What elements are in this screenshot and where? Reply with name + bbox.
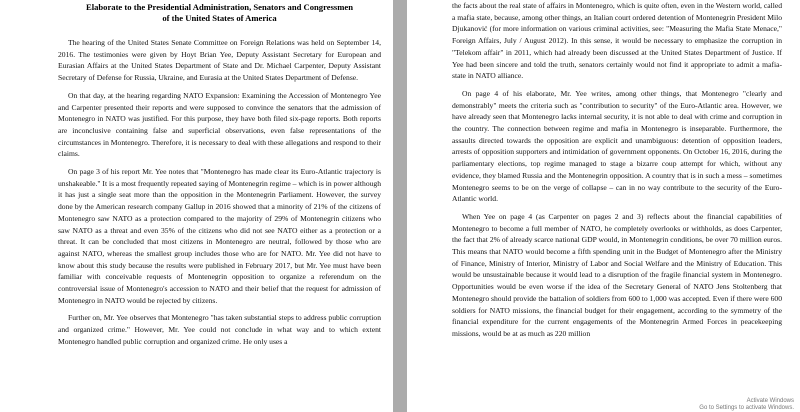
activate-windows-watermark <box>699 398 794 412</box>
watermark-line: Go to Settings to activate Windows. <box>699 405 794 411</box>
title-line: of the United States of America <box>162 13 277 23</box>
paragraph: The hearing of the United States Senate Committee on Foreign Relations was held on September 14, 2016. The testimonies were given by Hoyt Brian Yee, Deputy Assistant Secretary for European and Eurasian Affairs at the United States Department of State and Dr. Michael Carpenter, Deputy Assistant Secretary of Defense for Russia, Ukraine, and Eurasia at the United States Department of Defense. <box>58 38 381 83</box>
document-page-left <box>0 0 393 412</box>
paragraph: On page 3 of his report Mr. Yee notes that "Montenegro has made clear its Euro-Atlantic trajectory is unshakeable." It is a most frequently repeated saying of Montenegrin regime – which is in power although it has just a single seat more than the opposition in the Montenegrin Parliament. However, the survey done by the American research company Gallup in 2016 showed that a minority of 21% of the citizens of Montenegro saw NATO as a protection compared to the majority of 29% of Montenegrin citizens who saw NATO as a threat and even 35% of the citizens who did not see NATO either as a protection or a threat. It can be concluded that most citizens in Montenegro are neutral, followed by those who are against NATO, whereas the smallest group includes those who are for NATO. Mr. Yee did not have to know about this study because the results were published in February 2017, but Mr. Yee must have been familiar with conceivable requests of Montenegrin opposition to organize a referendum on the controversial issue of Montenegro's accession to NATO and their belief that the request for admission of Montenegro in NATO would be rejected by citizens. <box>58 167 382 305</box>
page-gutter <box>393 0 407 412</box>
paragraph: On page 4 of his elaborate, Mr. Yee writes, among other things, that Montenegro "clearly and demonstrably" meets the criteria such as "contribution to security" of the Euro-Atlantic area. However, we have already seen that Montenegro lacks internal security, it is not able to deal with crime and corruption in the country. The connection between regime and mafia in Montenegro is inseparable. Furthermore, the assaults directed towards the opposition are explicit and unambiguous: detention of opposition leaders, arrests of opposition supporters and intimidation of government opponents. On October 16, 2016, during the parliamentary elections, top regime managed to stage a bizarre coup attempt for which, without any evidence, they blamed Russia and the Montenegrin opposition. A country that is in such a mess – sometimes Montenegro seems to be on the verge of collapse – can in no way contribute to the security of the Euro-Atlantic world. <box>452 88 782 204</box>
paragraph: the facts about the real state of affairs in Montenegro, which is quite often, even in the Western world, called a mafia state, because, among other things, an Italian court ordered detention of Montenegrin President Milo Djukanović (for more information on various criminal activities, see: "Measuring the Mafia State Menace," Foreign Affairs, July / August 2012). In this sense, it would be necessary to emphasize the corruption in "Telekom affair" in 2011, which had already been discussed at the United States Department of Justice. If Yee had been sincere and told the truth, senators certainly would not find it appropriate to admit a mafia-state in NATO alliance. <box>452 1 782 81</box>
paragraph: When Yee on page 4 (as Carpenter on pages 2 and 3) reflects about the financial capabilities of Montenegro to become a full member of NATO, he completely overlooks or withholds, as does Carpenter, the fact that 2% of already scarce national GDP would, in Montenegrin conditions, be over 70 million euros. This means that NATO would become a fifth spending unit in the Budget of Montenegro after the Ministry of Finance, Ministry of Interior, Ministry of Labor and Social Welfare and the Ministry of Education. This would be unsustainable because it would lead to a disruption of the fragile financial system in Montenegro. Opportunities would be even worse if the idea of the Secretary General of NATO Jens Stoltenberg that Montenegro should provide the battalion of soldiers from 600 to 1,000 was accepted. Even if there were 600 soldiers for NATO missions, the financial budget for their engagement, according to the symmetry of the financial expenditure for the current engagements of the Montenegrin Armed Forces in peacekeeping missions, would be at as much as 220 million <box>452 211 782 338</box>
document-page-right <box>407 0 800 412</box>
title-line: Elaborate to the Presidential Administration, Senators and Congressmen <box>85 2 354 12</box>
watermark-line: Activate Windows <box>746 398 794 404</box>
document-title <box>58 2 381 24</box>
paragraph: On that day, at the hearing regarding NATO Expansion: Examining the Accession of Montenegro Yee and Carpenter presented their reports and were supposed to convince the senators that the admission of Montenegro in NATO was justified. For this purpose, they have both filed six-page reports. Both reports are inconclusive containing false and superficial observations, even false representations of the circumstances in Montenegro. Therefore, it is necessary to deal with these allegations and respond to their claims. <box>58 90 381 159</box>
paragraph: Further on, Mr. Yee observes that Montenegro "has taken substantial steps to address public corruption and organized crime." However, Mr. Yee could not conclude in what way and to which extent Montenegro handled public corruption and organized crime. He only uses a <box>58 313 381 346</box>
